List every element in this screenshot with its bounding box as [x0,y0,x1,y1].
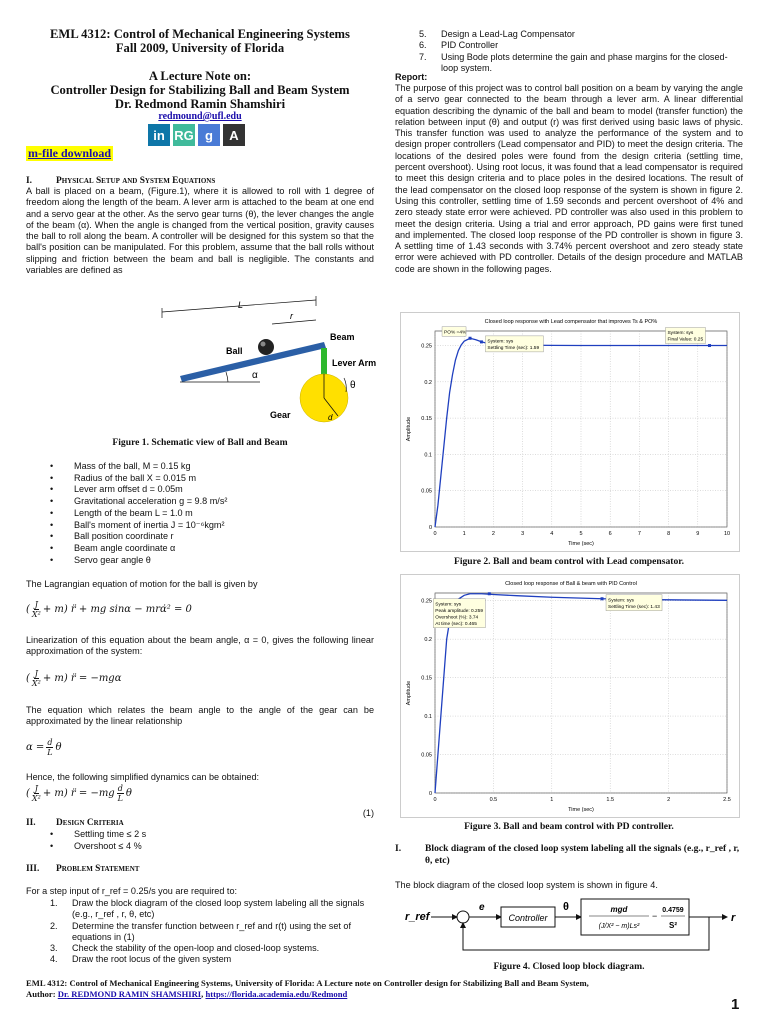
figure-2-chart [400,312,740,552]
problem-intro: For a step input of r_ref = 0.25/s you are required to: [26,886,238,896]
list-item: • Ball's moment of inertia J = 10⁻⁶kgm² [26,520,374,532]
x-axis-label: Time (sec) [568,541,594,547]
datatip-text: System: sys [608,598,634,604]
course-title: EML 4312: Control of Mechanical Engineering Systems [50,27,350,41]
list-item: • Gravitational acceleration g = 9.8 m/s² [26,496,374,508]
figure-2-caption: Figure 2. Ball and beam control with Lead compensator. [453,556,685,567]
datatip-text: Settling Time (sec): 1.43 [608,604,660,610]
datatip-text: Peak amplitude: 0.259 [435,608,484,614]
list-item: • Radius of the ball X = 0.015 m [26,473,374,485]
plant-denominator: (J/X² − m)Ls² [598,923,640,930]
x-tick-label: 0.5 [489,797,498,803]
datatip-text: At time (sec): 0.465 [435,621,477,627]
y-tick-label: 0.2 [424,379,432,386]
y-axis-label: Amplitude [406,680,412,706]
y-tick-label: 0.05 [421,488,432,495]
list-item: • Settling time ≤ 2 s [26,829,374,841]
list-item: 2. Determine the transfer function between r_ref and r(t) using the set of equations in (1) [50,920,352,942]
gain-denominator: S² [669,921,677,930]
problem-list-a [26,898,374,966]
social-icons [148,124,245,146]
note-title: A Lecture Note on: [148,69,252,83]
figure-4-caption: Figure 4. Closed loop block diagram. [493,961,645,972]
block-diagram-heading: I. Block diagram of the closed loop system labeling all the signals (e.g., r_ref , r, θ, etc) [395,843,740,866]
footer-author-label: Author: [26,989,56,999]
term: Fall 2009, University of Florida [115,41,285,55]
list-item: 4. Draw the root locus of the given system [50,954,232,965]
label-gear: Gear [270,410,291,420]
data-point-marker [601,597,604,600]
chart-background [401,313,740,552]
figure-3-caption: Figure 3. Ball and beam control with PD controller. [464,821,674,832]
label-theta-signal: θ [563,901,569,913]
section-1-heading: I. Physical Setup and System Equations [26,176,216,186]
block-diagram-text: The block diagram of the closed loop system is shown in figure 4. [395,880,658,890]
label-r: r [290,311,293,321]
report-body: The purpose of this project was to control ball position on a beam by varying the angle of a servo gear connected to the beam through a lever arm. A linear differential equation describing the dynamic of the ball and beam to model (transfer function) the relation between input (θ) and output (r) was first derived using basic laws of physic. This transfer function was used to analyze the performance of the system and to design proper controllers (Lead compensator and PID) to meet the design criteria. The locations of the desired poles were found from the design criteria (settling time, percent overshoot). Using root locus, it was found that a lead compensator is required to meet this design criteria and to place poles in the desired locations. The result of the lead compensator on the closed loop response of the system is shown in figure 2. Using this controller, settling time of 1.59 seconds and percent overshoot of 4% and zero steady state error were achieved. PD controller was also used in this problem to meet the design criteria. Using a trial and error approach, PD gains were first tuned and implemented. The closed loop response of the PD controller is shown in figure 3. A settling time of 1.43 seconds with 3.74% percent overshoot and zero steady state error were achieved with PD controller. Details of the design procedure and MATLAB code are shown in the following pages. [395,83,743,274]
author: Dr. Redmond Ramin Shamshiri [114,97,286,111]
y-tick-label: 0.25 [421,598,432,605]
y-axis-label: Amplitude [406,416,412,442]
list-item: 7. Using Bode plots determine the gain and phase margins for the closed-loop system. [419,51,728,73]
x-axis-label: Time (sec) [568,807,594,813]
academia-icon[interactable]: A [223,124,245,146]
label-r-output: r [731,912,736,924]
list-item: • Ball position coordinate r [26,531,374,543]
equals-minus: − [652,911,658,921]
list-item: 3. Check the stability of the open-loop and closed-loop systems. [50,943,320,954]
datatip-text: System: sys [667,331,694,337]
x-tick-label: 3 [521,531,525,537]
x-tick-label: 9 [696,531,700,537]
topic-title: Controller Design for Stabilizing Ball and Beam System [50,83,350,97]
researchgate-icon[interactable]: RG [173,124,195,146]
plant-numerator: mgd [610,905,628,914]
x-tick-label: 2.5 [723,797,731,803]
ball [258,339,274,355]
chart-title: Closed loop response with Lead compensator that improves Ts & PO% [484,319,658,325]
report-title: Report: [395,72,428,82]
datatip-text: System: sys [487,339,514,345]
datatip-text: Settling Time (sec): 1.59 [487,345,540,351]
criteria-list [26,829,374,852]
x-tick-label: 1 [462,531,466,537]
lagrange-text: The Lagrangian equation of motion for the ball is given by [26,579,258,589]
chart-title: Closed loop response of Ball & beam with PID Control [505,581,637,587]
list-item: 1. Draw the block diagram of the closed loop system labeling all the signals (e.g., r_ref , r, θ, etc) [50,898,365,920]
email-link[interactable]: redmound@ufl.edu [158,111,242,122]
ball-beam-schematic [86,296,434,430]
list-item: • Mass of the ball, M = 0.15 kg [26,461,374,473]
y-tick-label: 0.05 [421,752,432,759]
x-tick-label: 6 [608,531,612,537]
data-point-marker [469,337,472,340]
parameter-list [26,461,374,566]
y-tick-label: 0.15 [421,675,432,682]
section-2-heading: II. Design Criteria [26,818,124,828]
list-item: 6. PID Controller [419,40,499,51]
hence-text: Hence, the following simplified dynamics can be obtained: [26,772,260,782]
summing-junction [457,911,469,923]
mfile-download-link[interactable]: m-file download [28,146,112,160]
block-diagram [399,894,747,958]
x-tick-label: 10 [723,531,731,537]
y-tick-label: 0.1 [424,452,432,459]
label-rref: r_ref [405,911,430,923]
list-item: • Servo gear angle θ [26,555,374,567]
list-item: 5. Design a Lead-Lag Compensator [419,29,575,39]
label-L: L [238,300,244,310]
datatip-text: PO% =4% [444,330,467,336]
x-tick-label: 0 [433,531,437,537]
footer [26,978,742,1000]
x-tick-label: 8 [667,531,671,537]
x-tick-label: 5 [579,531,583,537]
linkedin-icon[interactable]: in [148,124,170,146]
label-beam: Beam [330,332,355,342]
x-tick-label: 2 [491,531,495,537]
label-alpha: α [252,370,258,381]
y-tick-label: 0.2 [424,637,432,644]
label-d: d [328,413,333,422]
relation-text: The equation which relates the beam angle to the angle of the gear can be approximated by the linear relationship [26,705,374,727]
problem-list-b [395,29,743,74]
y-tick-label: 0.25 [421,343,432,350]
section-3-heading: III. Problem Statement [26,864,140,874]
figure-1-caption: Figure 1. Schematic view of Ball and Beam [112,437,288,448]
googleplus-icon[interactable]: g [198,124,220,146]
y-tick-label: 0.15 [421,416,432,423]
controller-label: Controller [508,913,548,923]
x-tick-label: 7 [637,531,641,537]
list-item: • Beam angle coordinate α [26,543,374,555]
equation-relation: α = $\frac{d}{L}$ θ [26,738,62,757]
equation-simplified: ( $\frac{J}{\text{X²}}$ + m) r̈ = −mg $\frac{d}{L}$ θ [26,784,132,803]
intro-paragraph: A ball is placed on a beam, (Figure.1), where it is allowed to roll with 1 degree of freedom along the length of the beam. A lever arm is attached to the beam at one end and a servo gear at the other. As the servo gear turns (θ), the lever changes the angle of the beam (α). When the angle is changed from the vertical position, gravity causes the ball to roll along the beam. A controller will be designed for this system so that the ball's position can be manipulated. For this problem, assume that the ball rolls without slipping and friction between the beam and ball is negligible. The constants and variables are defined as [26,186,374,276]
label-lever-arm: Lever Arm [332,358,377,368]
y-tick-label: 0 [428,525,432,531]
footer-line-1: EML 4312: Control of Mechanical Engineering Systems, University of Florida: A Lecture note on Controller design for Stabilizing Ball and Beam System, [26,978,589,988]
y-tick-label: 0.1 [424,714,432,721]
equation-number: (1) [362,808,374,818]
y-tick-label: 0 [428,791,432,797]
x-tick-label: 2 [667,797,671,803]
label-e: e [479,902,485,913]
list-item: • Lever arm offset d = 0.05m [26,484,374,496]
figure-3-chart [400,574,740,818]
x-tick-label: 1 [550,797,554,803]
list-item: • Overshoot ≤ 4 % [26,841,374,853]
label-ball: Ball [226,346,243,356]
list-item: • Length of the beam L = 1.0 m [26,508,374,520]
footer-author-link[interactable]: Dr. REDMOND RAMIN SHAMSHIRI [57,989,202,999]
x-tick-label: 0 [433,797,437,803]
datatip-text: System: sys [435,602,462,608]
footer-url-link[interactable]: https://florida.academia.edu/Redmond [205,989,348,999]
x-tick-label: 4 [550,531,554,537]
label-theta: θ [350,380,356,391]
equation-linear: ( $\frac{J}{\text{X²}}$ + m) r̈ = −mgα [26,669,122,688]
data-point-marker [488,592,491,595]
gain-numerator: 0.4759 [662,907,684,914]
datatip-text: Final Value: 0.25 [667,337,704,343]
x-tick-label: 1.5 [606,797,615,803]
equation-lagrange: ( $\frac{J}{\text{X²}}$ + m) r̈ + mg sinα − mrα̇² = 0 [26,600,192,619]
data-point-marker [708,344,711,347]
linearization-text: Linearization of this equation about the beam angle, α = 0, gives the following linear approximation of the system: [26,635,374,657]
footer-separator: , [201,989,204,999]
data-point-marker [480,340,483,343]
datatip-text: Overshoot (%): 3.74 [435,615,479,621]
page-number: 1 [731,996,740,1013]
